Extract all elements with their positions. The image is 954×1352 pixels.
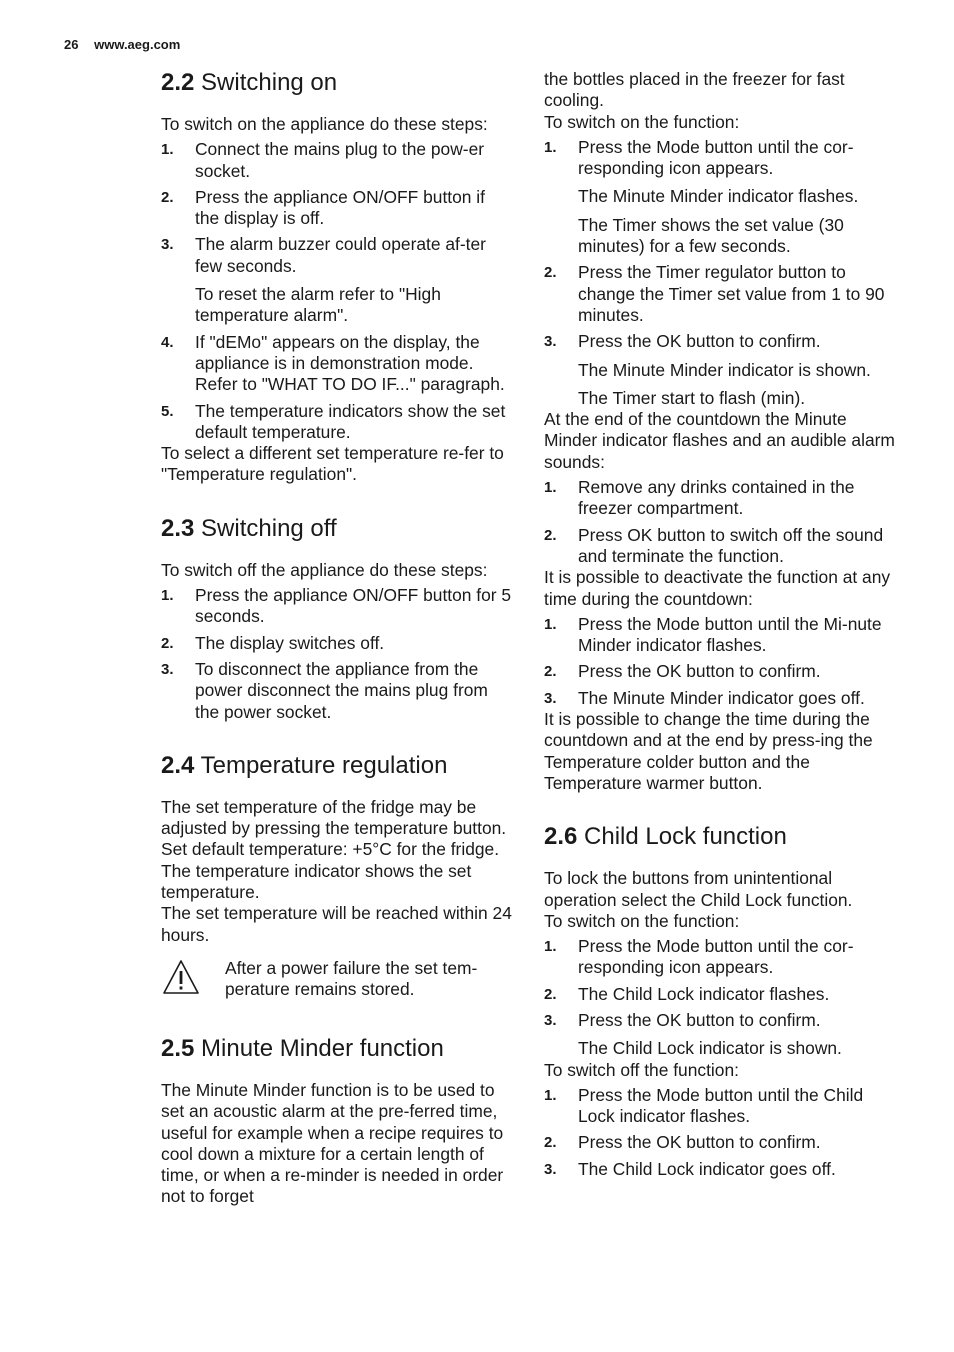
intro-text: To switch on the appliance do these steps: — [161, 114, 488, 134]
body-text: It is possible to deactivate the function at any time during the countdown: — [544, 567, 891, 609]
left-column — [161, 66, 513, 1208]
section-heading: 2.5 Minute Minder function — [161, 1034, 444, 1062]
list-item: 3. The Minute Minder indicator goes off. — [544, 687, 865, 708]
body-text: The Minute Minder function is to be used to set an acoustic alarm at the pre-ferred time, useful for example when a recipe requires to cool down a mixture for a certain length of time, or when a re-minder is needed in order not to forget — [161, 1079, 504, 1207]
body-text: At the end of the countdown the Minute Minder indicator flashes and an audible alarm sounds: — [544, 409, 895, 472]
section-switching-off — [161, 512, 513, 723]
list-item: 1. Connect the mains plug to the pow-er socket. — [161, 139, 485, 181]
step-note: To reset the alarm refer to "High temperature alarm". — [195, 284, 441, 326]
step-note: The Minute Minder indicator flashes. — [578, 186, 859, 207]
list-item: 2. Press the Timer regulator button to change the Timer set value from 1 to 90 minutes. — [544, 262, 885, 325]
list-item: 3. Press the OK button to confirm. The Minute Minder indicator is shown. The Timer start to flash (min). — [544, 331, 896, 409]
list-item: 3. The alarm buzzer could operate af-ter few seconds. To reset the alarm refer to "High temperature alarm". — [161, 234, 513, 326]
body-text: To switch on the function: — [544, 910, 740, 931]
list-item: 1. Remove any drinks contained in the freezer compartment. — [544, 477, 855, 519]
list-item: 2. Press the OK button to confirm. — [544, 1132, 821, 1153]
step-list — [161, 585, 513, 723]
body-text: It is possible to change the time during the countdown and at the end by press-ing the Temperature colder button and the Temperature warmer button. — [544, 709, 873, 793]
intro-text: To switch off the appliance do these steps: — [161, 559, 488, 580]
section-heading: 2.2 Switching on — [161, 69, 338, 96]
list-item: 2. Press OK button to switch off the sound and terminate the function. — [544, 524, 884, 566]
warning-icon — [161, 958, 201, 996]
list-item: 3. The Child Lock indicator goes off. — [544, 1158, 836, 1179]
body-text: The temperature indicator shows the set temperature. — [161, 860, 472, 903]
body-text: To switch off the function: — [544, 1059, 739, 1080]
body-text: To switch on the function: — [544, 111, 740, 132]
step-list — [544, 936, 896, 1059]
step-list — [544, 137, 896, 409]
outro-text: To select a different set temperature re-fer to "Temperature regulation". — [161, 443, 504, 485]
body-text: Set default temperature: +5°C for the fridge. — [161, 839, 500, 860]
warning-note — [161, 958, 513, 1002]
page-header — [64, 37, 180, 52]
section-heading: 2.6 Child Lock function — [544, 823, 787, 851]
list-item: 1. Press the appliance ON/OFF button for 5 seconds. — [161, 585, 512, 627]
list-item: 2. Press the OK button to confirm. — [544, 661, 821, 682]
section-temperature-regulation — [161, 749, 513, 1002]
section-switching-on — [161, 66, 513, 486]
list-item: 4. If "dEMo" appears on the display, the appliance is in demonstration mode. Refer to "WHAT TO DO IF..." paragraph. — [161, 331, 505, 395]
step-list — [161, 139, 513, 443]
section-heading: 2.3 Switching off — [161, 514, 337, 542]
list-item: 3. To disconnect the appliance from the power disconnect the mains plug from the power socket. — [161, 658, 488, 722]
list-item: 3. Press the OK button to confirm. The Child Lock indicator is shown. — [544, 1010, 896, 1060]
step-note: The Child Lock indicator is shown. — [578, 1038, 842, 1059]
site-url: www.aeg.com — [94, 37, 181, 52]
section-heading: 2.4 Temperature regulation — [161, 751, 448, 779]
step-note: The Timer start to flash (min). — [578, 387, 806, 408]
warning-text: After a power failure the set tem-perature remains stored. — [225, 957, 478, 1000]
list-item: 1. Press the Mode button until the cor-responding icon appears. The Minute Minder indicator flashes. The Timer shows the set value (30 minutes) for a few seconds. — [544, 137, 896, 257]
step-list — [544, 477, 896, 567]
step-list — [544, 1085, 896, 1180]
section-minute-minder — [161, 1032, 513, 1208]
list-item: 1. Press the Mode button until the Child Lock indicator flashes. — [544, 1084, 864, 1127]
step-note: The Timer shows the set value (30 minutes) for a few seconds. — [578, 214, 844, 257]
page-number: 26 — [64, 37, 79, 52]
body-text: the bottles placed in the freezer for fast cooling. — [544, 69, 845, 111]
body-text: The set temperature of the fridge may be adjusted by pressing the temperature button. — [161, 796, 507, 839]
step-note: The Minute Minder indicator is shown. — [578, 359, 871, 380]
list-item: 2. The Child Lock indicator flashes. — [544, 983, 830, 1004]
list-item: 2. Press the appliance ON/OFF button if the display is off. — [161, 186, 485, 229]
list-item: 1. Press the Mode button until the cor-responding icon appears. — [544, 936, 854, 978]
right-column — [544, 69, 896, 1185]
body-text: To lock the buttons from unintentional operation select the Child Lock function. — [544, 868, 853, 910]
body-text: The set temperature will be reached within 24 hours. — [161, 903, 512, 945]
section-child-lock — [544, 820, 896, 1180]
list-item: 2. The display switches off. — [161, 632, 385, 653]
step-list — [544, 614, 896, 709]
list-item: 1. Press the Mode button until the Mi-nute Minder indicator flashes. — [544, 613, 882, 656]
list-item: 5. The temperature indicators show the set default temperature. — [161, 400, 506, 442]
